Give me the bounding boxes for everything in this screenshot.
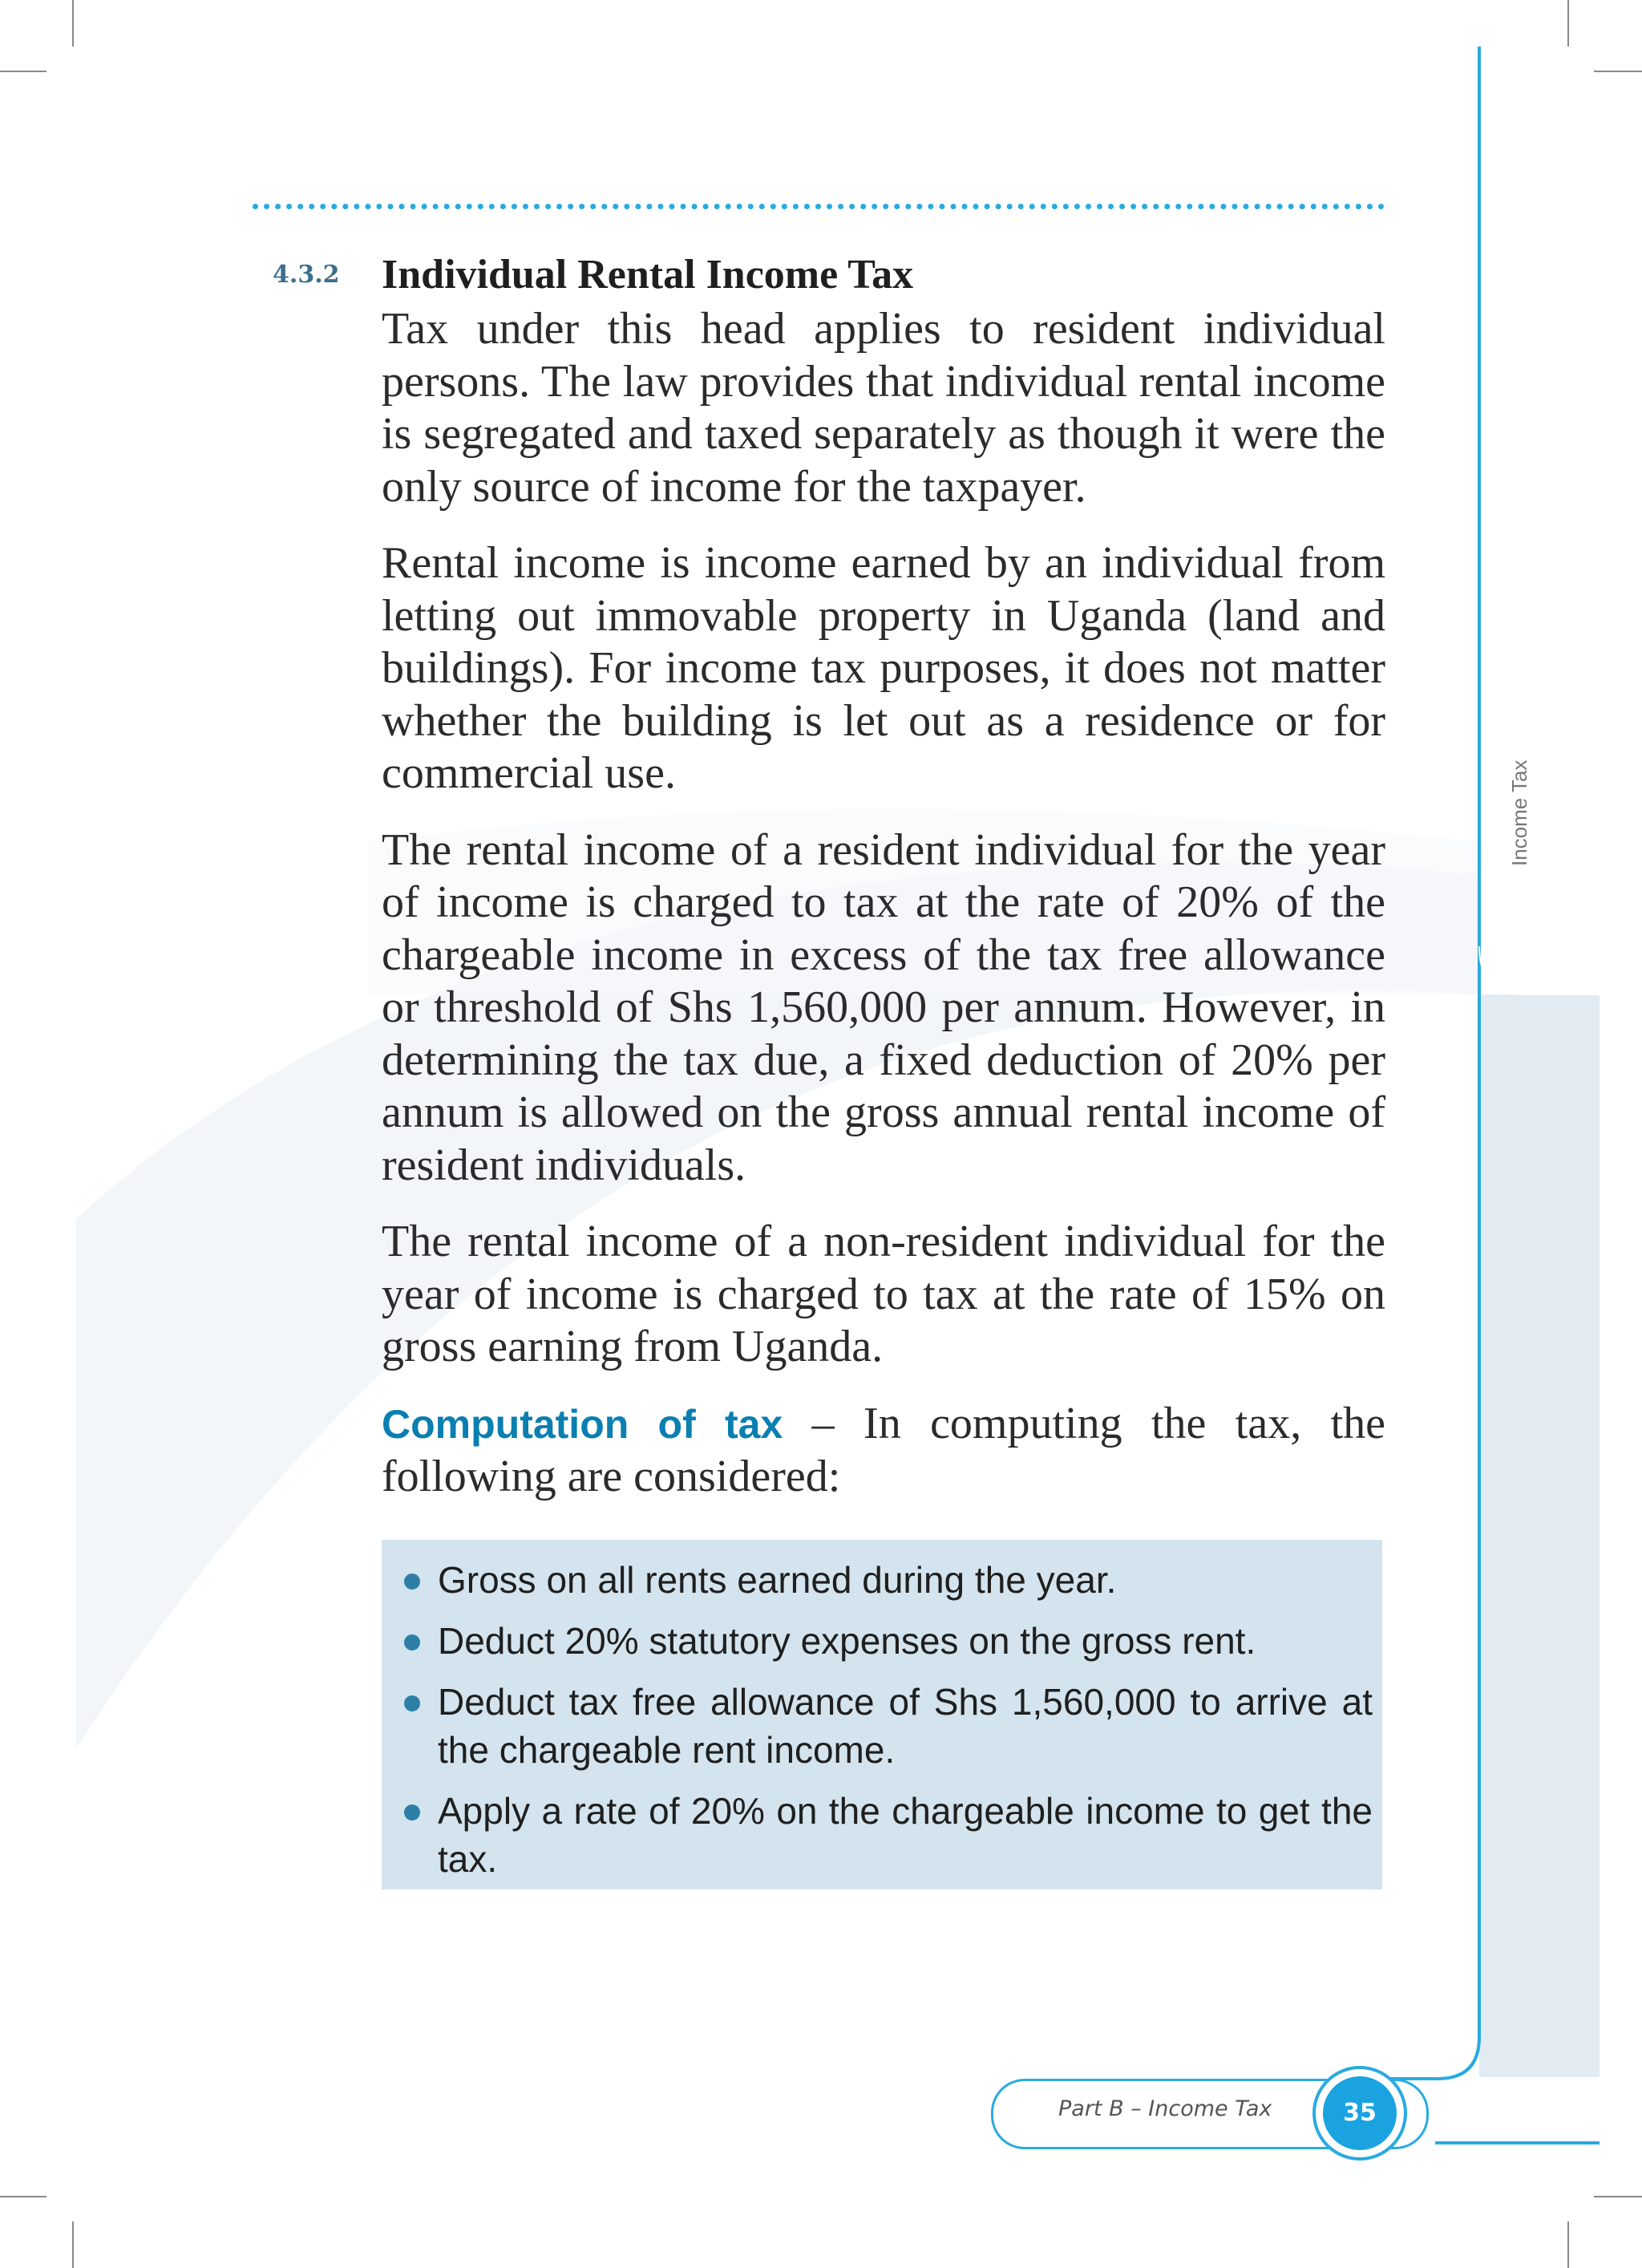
bullet-icon bbox=[404, 1573, 420, 1590]
dotted-divider bbox=[253, 204, 1385, 209]
crop-mark bbox=[1594, 2196, 1642, 2197]
paragraph: The rental income of a non-resident individual for the year of income is charged to tax at the rate of 15% on gross earning from Uganda. bbox=[382, 1217, 1385, 1371]
crop-mark bbox=[0, 71, 47, 72]
bullet-list bbox=[382, 1540, 1382, 1883]
section-number: 4.3.2 bbox=[273, 261, 340, 289]
footer-label: Part B – Income Tax bbox=[1058, 2096, 1272, 2121]
list-item bbox=[438, 1787, 1373, 1883]
paragraph: Tax under this head applies to resident individual persons. The law provides that individual rental income is segregated and taxed separately as though it were the only source of income for the taxpayer. bbox=[382, 304, 1385, 512]
list-item-text: Apply a rate of 20% on the chargeable income to get the tax. bbox=[438, 1790, 1373, 1880]
crop-mark bbox=[72, 0, 74, 47]
list-item-text: Deduct 20% statutory expenses on the gross rent. bbox=[438, 1620, 1256, 1662]
list-item-text: Deduct tax free allowance of Shs 1,560,000 to arrive at the chargeable rent income. bbox=[438, 1681, 1373, 1771]
bullet-icon bbox=[404, 1634, 420, 1650]
bullet-box bbox=[382, 1540, 1382, 1889]
bullet-icon bbox=[404, 1804, 420, 1820]
crop-mark bbox=[0, 2196, 47, 2197]
section-title: Individual Rental Income Tax bbox=[382, 252, 914, 298]
list-item bbox=[438, 1678, 1373, 1774]
crop-mark bbox=[72, 2221, 74, 2268]
paragraph: The rental income of a resident individual for the year of income is charged to tax at the rate of 20% of the chargeable income in excess of the tax free allowance or threshold of Shs 1,560,000 per annum. However, in determining the tax due, a fixed deduction of 20% per annum is allowed on the gross annual rental income of resident individuals. bbox=[382, 824, 1385, 1190]
page-number: 35 bbox=[1323, 2076, 1397, 2150]
list-item bbox=[438, 1556, 1373, 1604]
computation-heading: Computation of tax bbox=[382, 1401, 783, 1447]
crop-mark bbox=[1567, 2221, 1569, 2268]
bullet-icon bbox=[404, 1695, 420, 1711]
side-tab-label: Income Tax bbox=[1507, 759, 1531, 866]
list-item-text: Gross on all rents earned during the year. bbox=[438, 1559, 1117, 1601]
crop-mark bbox=[1567, 0, 1569, 47]
section-body bbox=[382, 303, 1385, 1528]
computation-text: – In computing the tax, the following are considered: bbox=[382, 1398, 1385, 1501]
list-item bbox=[438, 1617, 1373, 1665]
computation-paragraph bbox=[382, 1398, 1385, 1504]
crop-mark bbox=[1594, 71, 1642, 72]
page-number-badge bbox=[1312, 2066, 1407, 2161]
paragraph: Rental income is income earned by an individual from letting out immovable property in Uganda (land and buildings). For income tax purposes, it does not matter whether the building is let out as a residence or for commercial use. bbox=[382, 538, 1385, 798]
